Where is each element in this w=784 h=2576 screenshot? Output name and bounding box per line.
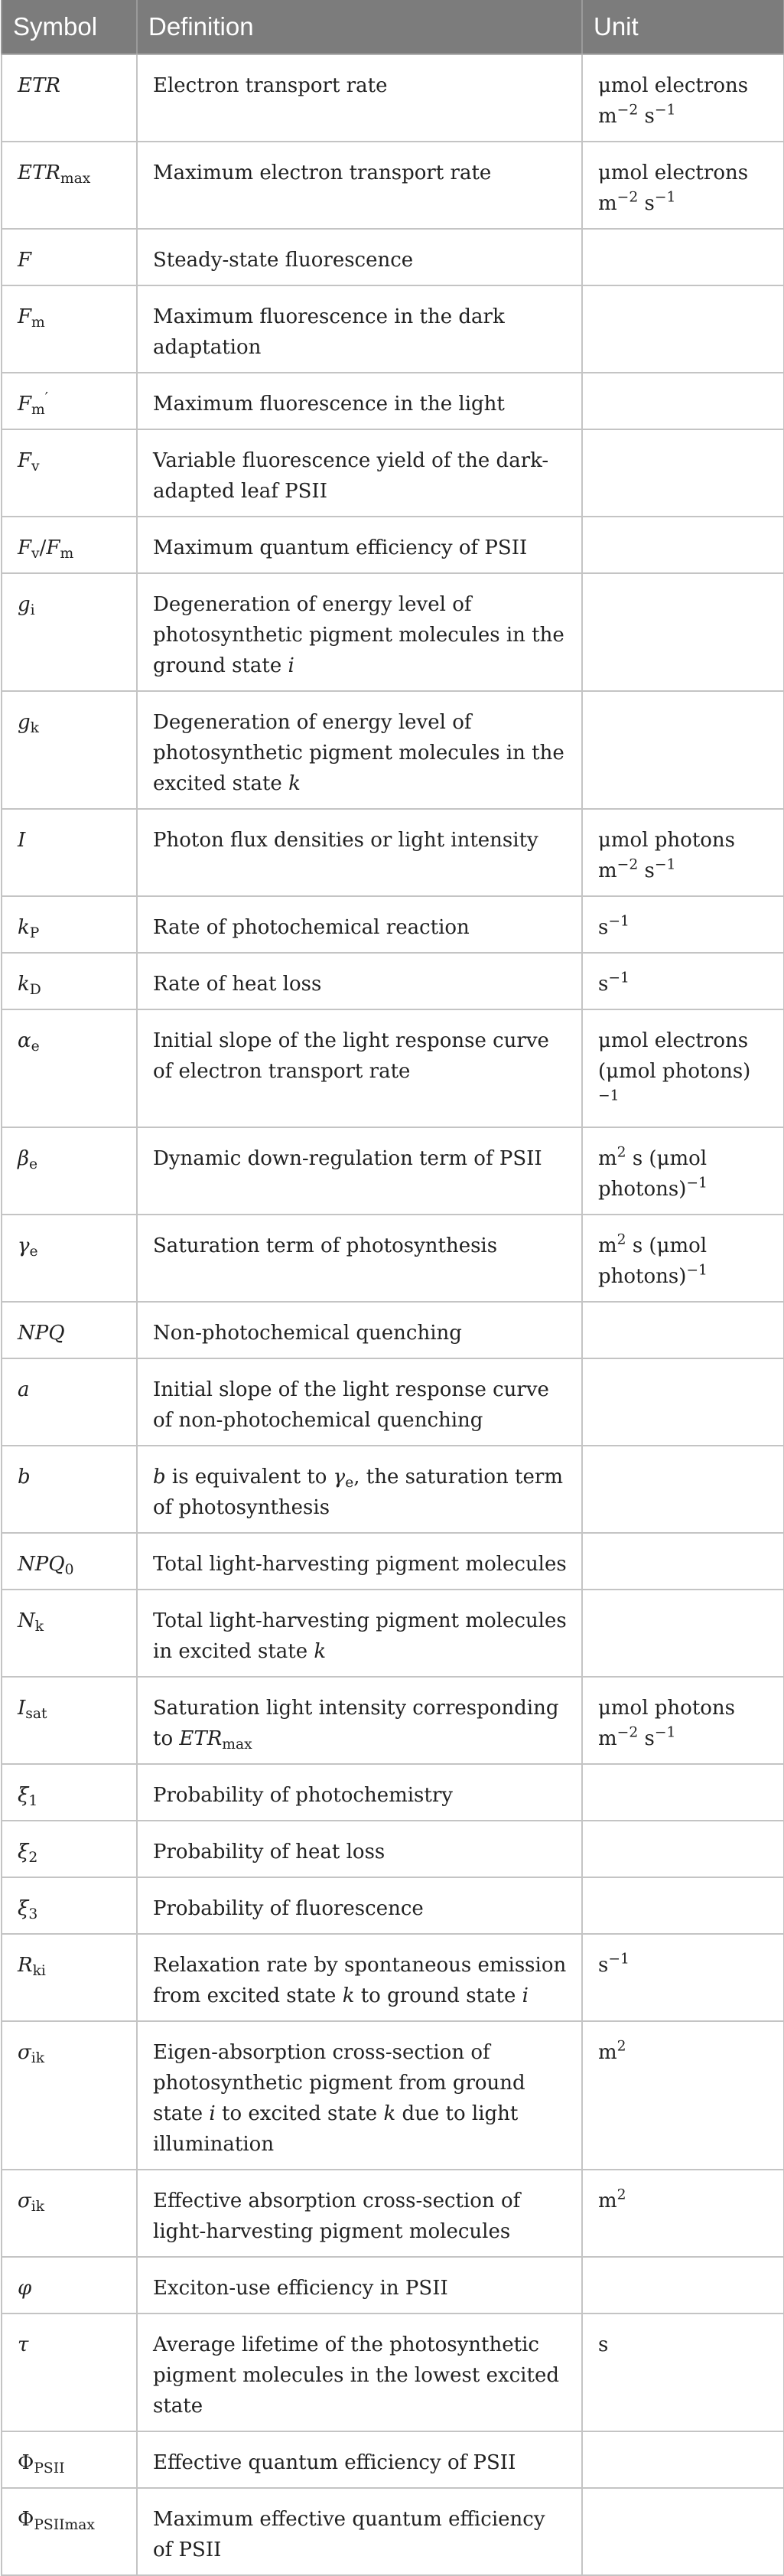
text-run: e xyxy=(29,1244,38,1260)
definition-cell xyxy=(137,2170,582,2257)
symbol-cell xyxy=(2,953,137,1009)
text-run: μmol electrons (μmol photons) xyxy=(598,1029,751,1083)
table-row xyxy=(2,1677,784,1764)
text-run: Eigen-absorption cross-section of photosynthetic pigment from ground state xyxy=(153,2041,525,2125)
table-row xyxy=(2,2021,784,2170)
table-row xyxy=(2,691,784,809)
text-run: ξ xyxy=(18,1841,29,1864)
text-run: Degeneration of energy level of photosynthetic pigment molecules in the excited state xyxy=(153,711,564,795)
text-run: Total light-harvesting pigment molecules xyxy=(153,1553,567,1576)
symbol-cell xyxy=(2,2488,137,2575)
text-run: max xyxy=(222,1736,252,1753)
text-run: e xyxy=(29,1156,38,1173)
definition-cell xyxy=(137,1764,582,1821)
header-definition: Definition xyxy=(137,0,582,54)
table-row xyxy=(2,54,784,142)
table-row xyxy=(2,2431,784,2488)
text-run: k xyxy=(383,2102,396,2125)
definition-cell xyxy=(137,1590,582,1677)
text-run: σ xyxy=(18,2041,31,2064)
unit-cell xyxy=(582,691,784,809)
text-run: −2 xyxy=(616,1724,639,1741)
header-symbol: Symbol xyxy=(2,0,137,54)
text-run: μmol electrons m xyxy=(598,74,749,128)
text-run: i xyxy=(522,1984,529,2007)
symbol-cell xyxy=(2,691,137,809)
text-run: τ xyxy=(18,2333,29,2356)
text-run: γ xyxy=(18,1234,30,1257)
text-run: F xyxy=(18,249,32,272)
table-row xyxy=(2,285,784,373)
text-run: ik xyxy=(31,2199,45,2216)
definition-cell xyxy=(137,1127,582,1215)
text-run: Probability of photochemistry xyxy=(153,1784,453,1807)
text-run: m xyxy=(598,2041,617,2064)
definition-cell xyxy=(137,896,582,953)
symbol-cell xyxy=(2,1215,137,1302)
definition-cell xyxy=(137,1533,582,1590)
text-run: I xyxy=(18,1697,26,1720)
definition-cell xyxy=(137,1877,582,1934)
text-run: γ xyxy=(333,1466,346,1489)
text-run: Maximum effective quantum efficiency of PSII xyxy=(153,2508,545,2561)
unit-cell xyxy=(582,285,784,373)
text-run: −2 xyxy=(616,189,639,206)
text-run: 0 xyxy=(64,1562,74,1579)
header-unit: Unit xyxy=(582,0,784,54)
text-run: μmol photons m xyxy=(598,1697,736,1750)
text-run: F xyxy=(18,393,32,416)
text-run: I xyxy=(18,829,26,852)
text-run: i xyxy=(209,2102,216,2125)
unit-cell xyxy=(582,809,784,896)
text-run: m xyxy=(60,546,74,562)
text-run: −1 xyxy=(654,102,676,119)
text-run: max xyxy=(60,171,91,187)
text-run: m xyxy=(598,1147,617,1170)
text-run: ki xyxy=(32,1963,46,1980)
text-run: F xyxy=(18,305,32,328)
table-row xyxy=(2,229,784,285)
text-run: −1 xyxy=(686,1175,708,1192)
text-run: 1 xyxy=(28,1793,38,1810)
unit-cell xyxy=(582,2431,784,2488)
unit-cell xyxy=(582,1764,784,1821)
unit-cell xyxy=(582,373,784,429)
text-run: Probability of fluorescence xyxy=(153,1897,424,1920)
text-run: ξ xyxy=(18,1784,29,1807)
text-run: m xyxy=(598,1234,617,1257)
text-run: F xyxy=(18,536,32,559)
definition-cell xyxy=(137,2488,582,2575)
symbol-cell xyxy=(2,2021,137,2170)
text-run: Dynamic down-regulation term of PSII xyxy=(153,1147,542,1170)
definition-cell xyxy=(137,285,582,373)
text-run: Initial slope of the light response curve of non-photochemical quenching xyxy=(153,1378,549,1432)
table-body xyxy=(2,54,784,2575)
definition-cell xyxy=(137,2314,582,2431)
text-run: Maximum fluorescence in the light xyxy=(153,393,505,416)
table-row xyxy=(2,373,784,429)
text-run: k xyxy=(288,772,301,795)
table-row xyxy=(2,1533,784,1590)
definition-cell xyxy=(137,1677,582,1764)
text-run: m xyxy=(598,2190,617,2212)
text-run: Maximum fluorescence in the dark adaptation xyxy=(153,305,505,359)
text-run: ETR xyxy=(18,161,60,184)
text-run: , the saturation term of photosynthesis xyxy=(153,1466,563,1519)
table-row xyxy=(2,517,784,573)
table-row xyxy=(2,1358,784,1446)
text-run: k xyxy=(314,1640,327,1663)
table-row xyxy=(2,1764,784,1821)
text-run: Saturation term of photosynthesis xyxy=(153,1234,498,1257)
definition-cell xyxy=(137,573,582,691)
text-run: −1 xyxy=(608,1951,629,1968)
text-run: Degeneration of energy level of photosynthetic pigment molecules in the ground state xyxy=(153,593,564,677)
definition-cell xyxy=(137,1934,582,2021)
definition-cell xyxy=(137,1302,582,1358)
definition-cell xyxy=(137,1009,582,1127)
symbol-cell xyxy=(2,1821,137,1877)
unit-cell xyxy=(582,573,784,691)
symbol-cell xyxy=(2,1533,137,1590)
symbol-cell xyxy=(2,285,137,373)
text-run: Relaxation rate by spontaneous emission from excited state xyxy=(153,1954,567,2007)
text-run: m xyxy=(31,402,45,419)
text-run: Maximum quantum efficiency of PSII xyxy=(153,536,528,559)
text-run: Φ xyxy=(18,2451,34,2474)
text-run: s xyxy=(638,105,655,128)
definition-cell xyxy=(137,2021,582,2170)
unit-cell xyxy=(582,2488,784,2575)
table-row xyxy=(2,1446,784,1533)
text-run: Effective absorption cross-section of light-harvesting pigment molecules xyxy=(153,2190,521,2243)
symbol-cell xyxy=(2,573,137,691)
text-run: to excited state xyxy=(215,2102,384,2125)
text-run: b xyxy=(18,1466,31,1489)
text-run: ξ xyxy=(18,1897,29,1920)
symbol-cell xyxy=(2,2257,137,2314)
text-run: Probability of heat loss xyxy=(153,1841,385,1864)
text-run: Rate of heat loss xyxy=(153,973,322,996)
text-run: Effective quantum efficiency of PSII xyxy=(153,2451,516,2474)
text-run: s xyxy=(638,859,655,882)
unit-cell xyxy=(582,54,784,142)
unit-cell xyxy=(582,896,784,953)
unit-cell xyxy=(582,1358,784,1446)
text-run: ik xyxy=(31,2050,45,2067)
unit-cell xyxy=(582,1302,784,1358)
table-row xyxy=(2,809,784,896)
text-run: P xyxy=(29,925,40,942)
unit-cell xyxy=(582,1677,784,1764)
text-run: μmol electrons m xyxy=(598,161,749,215)
text-run: 2 xyxy=(616,2186,626,2203)
text-run: v xyxy=(31,458,40,475)
unit-cell xyxy=(582,1590,784,1677)
text-run: α xyxy=(18,1029,31,1052)
unit-cell xyxy=(582,1821,784,1877)
text-run: σ xyxy=(18,2190,31,2212)
text-run: k xyxy=(18,973,30,996)
unit-cell xyxy=(582,1533,784,1590)
text-run: μmol photons m xyxy=(598,829,736,882)
definition-cell xyxy=(137,142,582,229)
text-run: m xyxy=(31,315,45,331)
text-run: 2 xyxy=(616,1144,626,1161)
text-run: k xyxy=(342,1984,355,2007)
text-run: N xyxy=(18,1609,35,1632)
symbol-cell xyxy=(2,1446,137,1533)
text-run: s xyxy=(598,1954,609,1977)
text-run: −1 xyxy=(686,1262,708,1279)
text-run: v xyxy=(31,546,40,562)
text-run: i xyxy=(30,602,35,619)
table-row xyxy=(2,429,784,517)
header-row xyxy=(2,0,784,54)
table-row xyxy=(2,1302,784,1358)
table-row xyxy=(2,1877,784,1934)
unit-cell xyxy=(582,1446,784,1533)
definition-cell xyxy=(137,691,582,809)
definition-cell xyxy=(137,2257,582,2314)
text-run: i xyxy=(288,654,294,677)
symbol-cell xyxy=(2,896,137,953)
unit-cell xyxy=(582,1877,784,1934)
text-run: Φ xyxy=(18,2508,34,2531)
unit-cell xyxy=(582,2021,784,2170)
table-header xyxy=(2,0,784,54)
table-row xyxy=(2,573,784,691)
unit-cell xyxy=(582,2257,784,2314)
definition-cell xyxy=(137,54,582,142)
symbol-cell xyxy=(2,1677,137,1764)
text-run: −1 xyxy=(608,970,629,986)
text-run: s (μmol photons) xyxy=(598,1147,708,1201)
text-run: Initial slope of the light response curve of electron transport rate xyxy=(153,1029,549,1083)
symbol-cell xyxy=(2,54,137,142)
text-run: β xyxy=(18,1147,30,1170)
text-run: sat xyxy=(25,1706,47,1723)
unit-cell xyxy=(582,2170,784,2257)
text-run: F xyxy=(46,536,60,559)
definition-cell xyxy=(137,953,582,1009)
symbol-cell xyxy=(2,1358,137,1446)
definition-cell xyxy=(137,229,582,285)
text-run: s xyxy=(598,2333,609,2356)
symbol-cell xyxy=(2,1934,137,2021)
definition-cell xyxy=(137,1215,582,1302)
symbol-cell xyxy=(2,517,137,573)
text-run: to ground state xyxy=(354,1984,522,2007)
text-run: k xyxy=(34,1619,44,1635)
definition-cell xyxy=(137,2431,582,2488)
table-row xyxy=(2,1821,784,1877)
text-run: Total light-harvesting pigment molecules in excited state xyxy=(153,1609,567,1663)
text-run: s xyxy=(598,916,609,939)
symbol-cell xyxy=(2,2170,137,2257)
symbol-cell xyxy=(2,373,137,429)
unit-cell xyxy=(582,229,784,285)
unit-cell xyxy=(582,142,784,229)
text-run: Average lifetime of the photosynthetic pigment molecules in the lowest excited state xyxy=(153,2333,559,2418)
text-run: 2 xyxy=(616,2038,626,2055)
table-row xyxy=(2,1934,784,2021)
unit-cell xyxy=(582,953,784,1009)
table-row xyxy=(2,2170,784,2257)
definition-cell xyxy=(137,429,582,517)
table-row xyxy=(2,953,784,1009)
text-run: e xyxy=(31,1039,40,1055)
symbol-cell xyxy=(2,1590,137,1677)
table-row xyxy=(2,2257,784,2314)
text-run: Maximum electron transport rate xyxy=(153,161,492,184)
text-run: NPQ xyxy=(18,1553,65,1576)
text-run: −1 xyxy=(608,913,629,930)
definition-cell xyxy=(137,1446,582,1533)
table-row xyxy=(2,1127,784,1215)
table-row xyxy=(2,1590,784,1677)
text-run: PSII xyxy=(34,2460,65,2477)
text-run: −1 xyxy=(654,856,676,873)
symbol-cell xyxy=(2,1009,137,1127)
text-run: Steady-state fluorescence xyxy=(153,249,414,272)
text-run: Variable fluorescence yield of the dark-adapted leaf PSII xyxy=(153,449,549,503)
symbol-cell xyxy=(2,142,137,229)
text-run: a xyxy=(18,1378,30,1401)
text-run: due to light illumination xyxy=(153,2102,519,2156)
text-run: Saturation light intensity corresponding to xyxy=(153,1697,559,1750)
text-run: g xyxy=(18,593,31,616)
text-run: PSIImax xyxy=(34,2517,95,2534)
text-run: is equivalent to xyxy=(165,1466,333,1489)
symbol-cell xyxy=(2,1302,137,1358)
text-run: g xyxy=(18,711,31,734)
definition-cell xyxy=(137,1358,582,1446)
text-run: Electron transport rate xyxy=(153,74,388,97)
unit-cell xyxy=(582,1009,784,1127)
text-run: NPQ xyxy=(18,1322,65,1345)
text-run: s xyxy=(638,1727,655,1750)
text-run: Rate of photochemical reaction xyxy=(153,916,470,939)
symbol-cell xyxy=(2,1877,137,1934)
text-run: −1 xyxy=(654,1724,676,1741)
text-run: 2 xyxy=(28,1850,38,1867)
text-run: R xyxy=(18,1954,33,1977)
text-run: 3 xyxy=(28,1906,38,1923)
text-run: k xyxy=(30,720,39,737)
definition-cell xyxy=(137,1821,582,1877)
table-row xyxy=(2,1215,784,1302)
definition-cell xyxy=(137,517,582,573)
text-run: e xyxy=(345,1475,354,1492)
text-run: / xyxy=(39,536,47,559)
symbol-cell xyxy=(2,229,137,285)
table-row xyxy=(2,1009,784,1127)
text-run: Non-photochemical quenching xyxy=(153,1322,462,1345)
text-run: ′ xyxy=(44,390,49,406)
text-run: φ xyxy=(18,2277,32,2300)
text-run: s xyxy=(638,192,655,215)
table-row xyxy=(2,142,784,229)
symbol-definition-table xyxy=(1,0,784,2576)
symbol-cell xyxy=(2,1764,137,1821)
text-run: Photon flux densities or light intensity xyxy=(153,829,538,852)
definition-cell xyxy=(137,373,582,429)
text-run: −1 xyxy=(598,1087,620,1104)
symbol-cell xyxy=(2,429,137,517)
text-run: ETR xyxy=(179,1727,223,1750)
symbol-cell xyxy=(2,2431,137,2488)
text-run: 2 xyxy=(616,1231,626,1248)
text-run: F xyxy=(18,449,32,472)
text-run: b xyxy=(153,1466,166,1489)
text-run: −2 xyxy=(616,856,639,873)
unit-cell xyxy=(582,1127,784,1215)
symbol-cell xyxy=(2,1127,137,1215)
definition-cell xyxy=(137,809,582,896)
text-run: s xyxy=(598,973,609,996)
text-run: ETR xyxy=(18,74,60,97)
symbol-cell xyxy=(2,809,137,896)
text-run: Exciton-use efficiency in PSII xyxy=(153,2277,448,2300)
text-run: −1 xyxy=(654,189,676,206)
unit-cell xyxy=(582,1934,784,2021)
text-run: k xyxy=(18,916,30,939)
unit-cell xyxy=(582,429,784,517)
table-row xyxy=(2,2488,784,2575)
table-row xyxy=(2,896,784,953)
unit-cell xyxy=(582,1215,784,1302)
unit-cell xyxy=(582,2314,784,2431)
text-run: s (μmol photons) xyxy=(598,1234,708,1288)
symbol-cell xyxy=(2,2314,137,2431)
text-run: −2 xyxy=(616,102,639,119)
text-run: D xyxy=(29,982,41,999)
table-row xyxy=(2,2314,784,2431)
unit-cell xyxy=(582,517,784,573)
